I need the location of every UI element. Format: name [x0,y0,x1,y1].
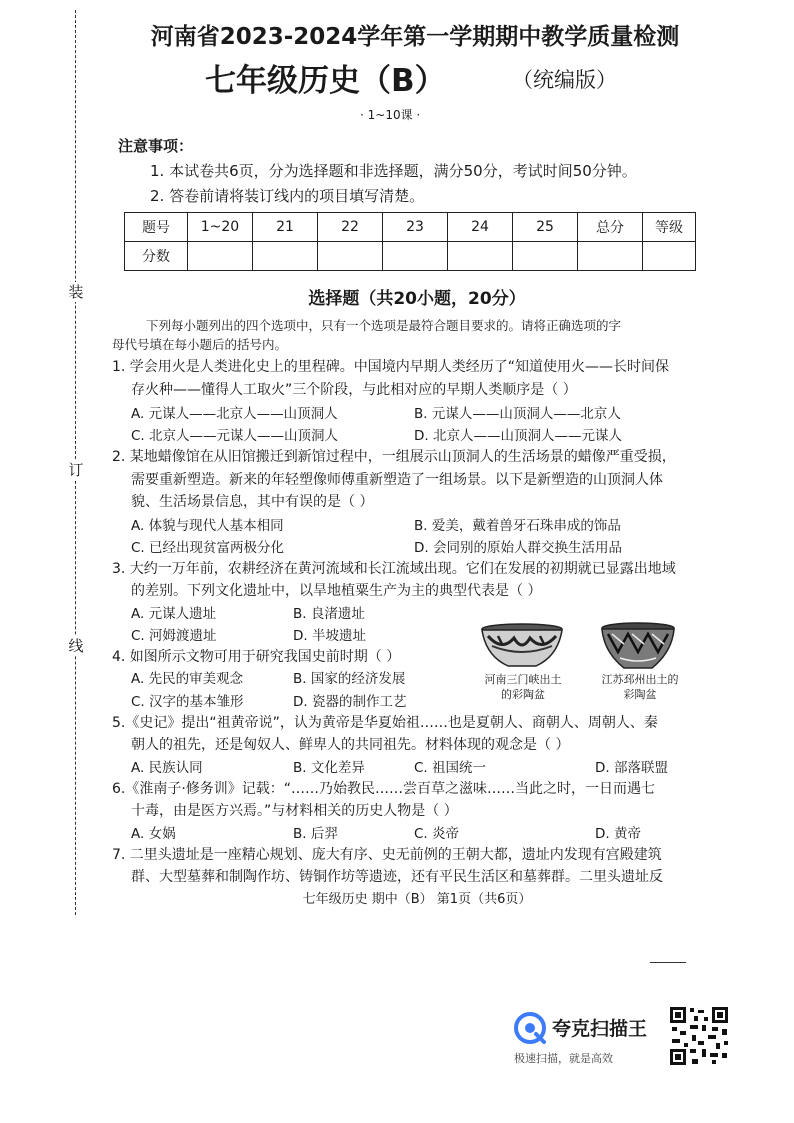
section-title: 选择题（共20小题，20分） [308,289,526,309]
question-6-option-c[interactable]: C. 炎帝 [414,826,460,842]
question-7-text: 群、大型墓葬和制陶作坊、铸铜作坊等遗迹，还有平民生活区和墓葬群。二里头遗址反 [131,869,663,885]
brand-name: 夸克扫描王 [552,1018,648,1040]
qr-code-icon[interactable] [668,1005,730,1067]
score-cell[interactable] [253,242,318,271]
question-4-option-d[interactable]: D. 瓷器的制作工艺 [293,694,407,710]
question-1-text: 1. 学会用火是人类进化史上的里程碑。中国境内早期人类经历了“知道使用火——长时间保 [112,359,670,375]
question-3-text: 的差别。下列文化遗址中，以旱地植粟生产为主的典型代表是（ ） [131,583,542,599]
question-1-option-c[interactable]: C. 北京人——元谋人——山顶洞人 [131,428,339,444]
question-2-option-d[interactable]: D. 会同别的原始人群交换生活用品 [414,540,622,556]
score-header-cell: 题号 [125,213,188,242]
question-2-text: 2. 某地蜡像馆在从旧馆搬迁到新馆过程中，一组展示山顶洞人的生活场景的蜡像严重受损， [112,449,676,465]
question-2-text: 貌、生活场景信息，其中有误的是（ ） [131,494,374,510]
score-cell[interactable] [318,242,383,271]
page-footer: 七年级历史 期中（B） 第1页（共6页） [302,892,532,907]
question-4-option-c[interactable]: C. 汉字的基本雏形 [131,694,244,710]
pottery-caption-line: 江苏邳州出土的 [601,673,679,686]
notice-line: 2. 答卷前请将装订线内的项目填写清楚。 [150,187,425,205]
question-2-option-a[interactable]: A. 体貌与现代人基本相同 [131,518,284,534]
notice-line: 1. 本试卷共6页，分为选择题和非选择题，满分50分，考试时间50分钟。 [150,162,637,180]
score-cell[interactable] [383,242,448,271]
exam-edition: （统编版） [512,68,617,92]
score-cell[interactable] [578,242,643,271]
pottery-caption-henan [473,672,573,702]
section-instruction: 下列每小题列出的四个选项中，只有一个选项是最符合题目要求的。请将正确选项的字 [146,318,622,333]
question-5-option-c[interactable]: C. 祖国统一 [414,760,487,776]
question-1-text: 存火种——懂得人工取火”三个阶段，与此相对应的早期人类顺序是（ ） [131,382,577,398]
question-4-option-a[interactable]: A. 先民的审美观念 [131,671,244,687]
question-1-option-a[interactable]: A. 元谋人——北京人——山顶洞人 [131,406,338,422]
score-row-label: 分数 [125,242,188,271]
score-header-cell: 总分 [578,213,643,242]
question-3-text: 3. 大约一万年前，农耕经济在黄河流域和长江流域出现。它们在发展的初期就已显露出地域 [112,561,676,577]
quark-logo-icon [514,1012,546,1044]
question-6-text: 6.《淮南子·修务训》记载：“……乃始教民……尝百草之滋味……当此之时，一日而遇七 [112,781,656,797]
binding-char-xian: 线 [66,636,86,656]
score-table-score-row [125,242,696,271]
question-5-option-d[interactable]: D. 部落联盟 [595,760,668,776]
score-cell[interactable] [188,242,253,271]
pottery-caption-line: 的彩陶盆 [501,688,545,701]
question-7-text: 7. 二里头遗址是一座精心规划、庞大有序、史无前例的王朝大都，遗址内发现有宫殿建筑 [112,847,662,863]
exam-range: · 1~10课 · [360,108,421,122]
score-cell[interactable] [448,242,513,271]
score-header-cell: 22 [318,213,383,242]
score-table [124,212,696,271]
score-table-header-row [125,213,696,242]
pottery-caption-jiangsu [590,672,690,702]
pottery-caption-line: 彩陶盆 [623,688,657,701]
divider [650,962,686,963]
question-6-option-d[interactable]: D. 黄帝 [595,826,641,842]
scanner-brand [512,1008,672,1068]
question-4-option-b[interactable]: B. 国家的经济发展 [293,671,406,687]
exam-title: 河南省2023-2024学年第一学期期中教学质量检测 [150,24,680,50]
question-5-option-b[interactable]: B. 文化差异 [293,760,365,776]
question-2-option-b[interactable]: B. 爱美，戴着兽牙石珠串成的饰品 [414,518,621,534]
exam-subject: 七年级历史（B） [205,63,446,99]
score-header-cell: 1~20 [188,213,253,242]
question-1-option-d[interactable]: D. 北京人——山顶洞人——元谋人 [414,428,622,444]
score-header-cell: 等级 [643,213,696,242]
score-header-cell: 24 [448,213,513,242]
question-5-text: 5.《史记》提出“祖黄帝说”，认为黄帝是华夏始祖……也是夏朝人、商朝人、周朝人、秦 [112,715,658,731]
score-cell[interactable] [643,242,696,271]
question-4-text: 4. 如图所示文物可用于研究我国史前时期（ ） [112,649,401,665]
question-6-text: 十毒，由是医方兴焉。”与材料相关的历史人物是（ ） [131,803,458,819]
painted-pottery-basin-henan-icon [478,622,566,670]
score-header-cell: 21 [253,213,318,242]
binding-char-ding: 订 [66,460,86,480]
question-5-option-a[interactable]: A. 民族认同 [131,760,203,776]
notice-heading: 注意事项： [118,137,194,155]
question-3-option-c[interactable]: C. 河姆渡遗址 [131,628,217,644]
question-6-option-a[interactable]: A. 女娲 [131,826,176,842]
question-2-text: 需要重新塑造。新来的年轻塑像师傅重新塑造了一组场景。以下是新塑造的山顶洞人体 [131,472,663,488]
score-header-cell: 25 [513,213,578,242]
section-instruction: 母代号填在每小题后的括号内。 [112,337,288,352]
binding-char-zhuang: 装 [66,282,86,302]
question-5-text: 朝人的祖先，还是匈奴人、鲜卑人的共同祖先。材料体现的观念是（ ） [131,737,570,753]
question-2-option-c[interactable]: C. 已经出现贫富两极分化 [131,540,285,556]
question-6-option-b[interactable]: B. 后羿 [293,826,338,842]
question-3-option-b[interactable]: B. 良渚遗址 [293,606,365,622]
score-cell[interactable] [513,242,578,271]
brand-slogan: 极速扫描，就是高效 [514,1052,613,1065]
pottery-caption-line: 河南三门峡出土 [484,673,562,686]
question-1-option-b[interactable]: B. 元谋人——山顶洞人——北京人 [414,406,621,422]
painted-pottery-basin-jiangsu-icon [598,622,678,672]
question-3-option-a[interactable]: A. 元谋人遗址 [131,606,217,622]
score-header-cell: 23 [383,213,448,242]
question-3-option-d[interactable]: D. 半坡遗址 [293,628,366,644]
